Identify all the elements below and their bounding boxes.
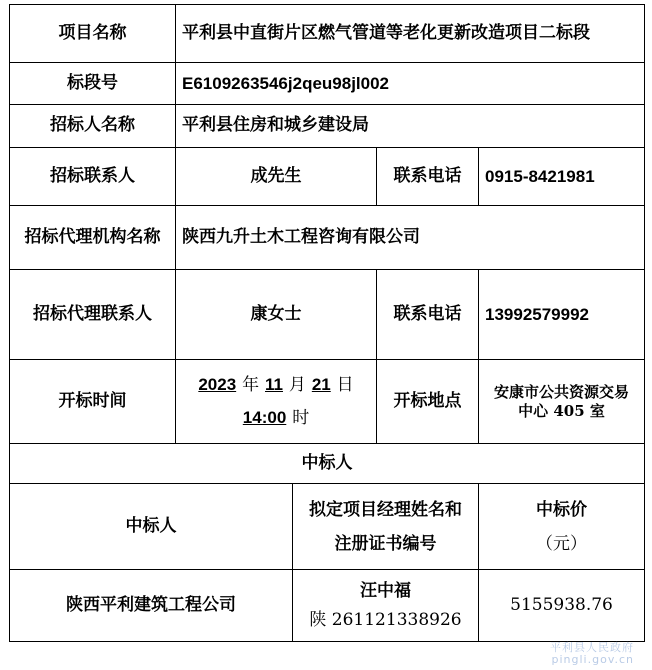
opening-place-line1: 安康市公共资源交易 xyxy=(493,382,629,401)
header-price xyxy=(479,484,645,570)
value-opening-place xyxy=(479,360,645,444)
row-tenderer xyxy=(10,105,645,148)
label-tenderer: 招标人名称 xyxy=(10,105,176,148)
value-agency-phone: 13992579992 xyxy=(479,270,645,360)
label-project-name: 项目名称 xyxy=(10,5,176,63)
value-agency: 陕西九升土木工程咨询有限公司 xyxy=(176,206,645,270)
row-winner-data xyxy=(10,570,645,642)
value-tenderer-contact: 成先生 xyxy=(176,148,377,206)
opening-year-unit: 年 xyxy=(242,375,260,396)
value-tenderer: 平利县住房和城乡建设局 xyxy=(176,105,645,148)
opening-hour: 14:00 xyxy=(242,407,287,427)
value-manager-cert: 陕 261121338926 xyxy=(309,609,462,630)
value-tenderer-phone: 0915-8421981 xyxy=(479,148,645,206)
label-agency-phone: 联系电话 xyxy=(377,270,479,360)
row-agency xyxy=(10,206,645,270)
opening-hour-unit: 时 xyxy=(292,407,310,428)
value-price: 5155938.76 xyxy=(479,570,645,642)
header-manager-line2: 注册证书编号 xyxy=(334,533,437,554)
site-watermark xyxy=(550,642,634,666)
bid-result-table-container xyxy=(9,4,645,642)
label-agency-contact: 招标代理联系人 xyxy=(10,270,176,360)
row-tenderer-contact xyxy=(10,148,645,206)
header-manager-line1: 拟定项目经理姓名和 xyxy=(309,499,462,520)
label-tenderer-contact: 招标联系人 xyxy=(10,148,176,206)
row-opening xyxy=(10,360,645,444)
value-winner-name: 陕西平利建筑工程公司 xyxy=(10,570,293,642)
watermark-line1: 平利县人民政府 xyxy=(550,640,634,654)
value-manager xyxy=(293,570,479,642)
watermark-line2: pingli.gov.cn xyxy=(551,652,634,666)
row-winner-header xyxy=(10,484,645,570)
opening-day-unit: 日 xyxy=(336,375,354,396)
label-section-no: 标段号 xyxy=(10,63,176,105)
value-section-no: E6109263546j2qeu98jl002 xyxy=(176,63,645,105)
value-project-name: 平利县中直街片区燃气管道等老化更新改造项目二标段 xyxy=(176,5,645,63)
label-opening-time: 开标时间 xyxy=(10,360,176,444)
label-agency: 招标代理机构名称 xyxy=(10,206,176,270)
label-tenderer-phone: 联系电话 xyxy=(377,148,479,206)
opening-month: 11 xyxy=(265,375,283,395)
opening-place-line2: 中心 405 室 xyxy=(518,401,605,420)
bid-result-table xyxy=(9,4,645,642)
opening-day: 21 xyxy=(311,375,331,395)
opening-year: 2023 xyxy=(198,375,237,395)
value-agency-contact: 康女士 xyxy=(176,270,377,360)
row-winner-section-title xyxy=(10,444,645,484)
opening-month-unit: 月 xyxy=(288,375,306,396)
row-section-no xyxy=(10,63,645,105)
value-opening-time xyxy=(176,360,377,444)
header-price-line1: 中标价 xyxy=(536,499,587,520)
label-opening-place: 开标地点 xyxy=(377,360,479,444)
value-manager-name: 汪中福 xyxy=(360,580,411,601)
winner-section-title: 中标人 xyxy=(10,444,645,484)
row-project-name xyxy=(10,5,645,63)
row-agency-contact xyxy=(10,270,645,360)
header-price-line2: （元） xyxy=(536,533,587,554)
header-winner: 中标人 xyxy=(10,484,293,570)
header-manager xyxy=(293,484,479,570)
